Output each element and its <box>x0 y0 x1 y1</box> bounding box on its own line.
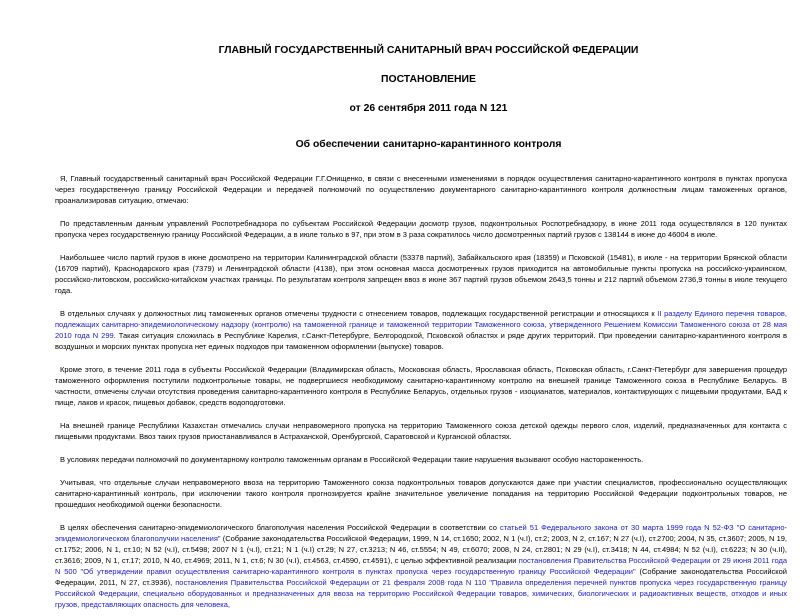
paragraph <box>55 364 787 408</box>
paragraph <box>55 252 787 296</box>
paragraph-text: Кроме этого, в течение 2011 года в субъекты Российской Федерации (Владимирская область, Московская область, Ярославская область, Псковская область, г.Санкт-Петербург для завершения процедур таможенного оформления поступили подконтрольные товары, не подвергшиеся необходимому санитарно-карантинному контролю на внешней границе Таможенного союза в Республике Беларусь. В частности, отмечены случаи отсутствия проведения санитарно-карантинного контроля в Республике Беларусь, отдельных грузов - изоцианатов, материалов, контактирующих с пищевыми продуктами, БАД к пище, лаков и красок, пищевых добавок, средств водоподготовки. <box>55 365 787 407</box>
paragraph <box>55 308 787 352</box>
paragraph <box>55 218 787 240</box>
document-type-heading: ПОСТАНОВЛЕНИЕ <box>381 74 476 85</box>
paragraph-text: В целях обеспечения санитарно-эпидемиологического благополучия населения Российской Федерации в соответствии со <box>60 523 500 532</box>
paragraph-text: (Собрание законодательства Российской Федерации, 2011, N 27, ст.3936), <box>55 567 787 587</box>
paragraph <box>55 420 787 442</box>
paragraph-text: Наибольшее число партий грузов в июне досмотрено на территории Калининградской области (53378 партий), Забайкальского края (18359) и Псковской (15481), в июле - на территории Брянской области (16709 партий), Краснодарского края (7379) и Ленинградской области (4138), при этом основная масса досмотренных грузов приходится на автомобильные пункты пропуска на российско-украинском, российско-литовском, российско-китайском участках границы. По результатам контроля запрещен ввоз в июне 367 партий грузов объемом 2643,5 тонны и 212 партий объемом 2736,9 тонны в июле текущего года. <box>55 253 787 295</box>
document-title: Об обеспечении санитарно-карантинного контроля <box>295 139 562 150</box>
paragraph <box>55 454 787 465</box>
legal-reference-link[interactable]: постановления Правительства Российской Федерации от 29 июня 2011 года N 500 "Об утверждении правил осуществления санитарно-карантинного контроля в пунктах пропуска через государственную границу Российской Федерации" <box>55 556 788 576</box>
legal-reference-link[interactable]: II разделу Единого перечня товаров, подлежащих санитарно-эпидемиологическому надзору (контролю) на таможенной границе и таможенной территории Таможенного союза, утвержденного Решением Комиссии Таможенного союза от 28 мая 2010 года N 299 <box>55 309 787 340</box>
paragraph <box>55 173 787 206</box>
authority-heading: ГЛАВНЫЙ ГОСУДАРСТВЕННЫЙ САНИТАРНЫЙ ВРАЧ РОССИЙСКОЙ ФЕДЕРАЦИИ <box>218 45 639 56</box>
paragraph <box>55 522 787 610</box>
paragraph-text: На внешней границе Республики Казахстан отмечались случаи неправомерного пропуска на территорию Таможенного союза детской одежды первого слоя, изделий, предназначенных для контакта с пищевыми продуктами. Ввоз таких грузов приостанавливался в Астраханской, Оренбургской, Саратовской и Курганской областях. <box>55 421 787 441</box>
document-date-number: от 26 сентября 2011 года N 121 <box>349 103 508 114</box>
paragraph <box>55 477 787 510</box>
paragraph-text: Я, Главный государственный санитарный врач Российской Федерации Г.Г.Онищенко, в связи с внесенными изменениями в порядок осуществления санитарно-карантинного контроля в пунктах пропуска через государственную границу Российской Федерации и передачей полномочий по осуществлению документарного санитарно-карантинного контроля должностным лицам таможенных органов, проанализировав ситуацию, отмечаю: <box>55 174 787 205</box>
legal-reference-link[interactable]: постановления Правительства Российской Федерации от 21 февраля 2008 года N 110 "Правила определения перечней пунктов пропуска через государственную границу Российской Федерации, специально оборудованных и предназначенных для ввоза на территорию Российской Федерации товаров, химических, биологических и радиоактивных веществ, отходов и иных грузов, представляющих опасность для человека, <box>55 578 787 609</box>
paragraph-text: В условиях передачи полномочий по документарному контролю таможенным органам в Российской Федерации такие нарушения вызывают особую настороженность. <box>60 455 644 464</box>
paragraph-text: В отдельных случаях у должностных лиц таможенных органов отмечены трудности с отнесением товаров, подлежащих государственной регистрации и относящихся к <box>60 309 658 318</box>
paragraph-text: Учитывая, что отдельные случаи неправомерного ввоза на территорию Таможенного союза подконтрольных товаров допускаются даже при участии специалистов, профессионально осуществляющих санитарно-карантинный контроль, при исключении такого контроля прогнозируется крайне значительное увеличение попадания на территорию Российской Федерации подконтрольных товаров, не прошедших необходимой оценки безопасности. <box>55 478 787 509</box>
paragraph-text: (Собрание законодательства Российской Федерации, 1999, N 14, ст.1650; 2002, N 1 (ч.I), ст.2; 2003, N 2, ст.167; N 27 (ч.I), ст.2700; 2004, N 35, ст.3607; 2005, N 19, ст.1752; 2006, N 1, ст.10; N 52 (ч.I), ст.5498; 2007 N 1 (ч.I), ст.21; N 1 (ч.I) ст.29; N 27, ст.3213; N 46, ст.5554; N 49, ст.6070; 2008, N 24, ст.2801; N 29 (ч.I), ст.3418; N 44, ст.4984; N 52 (ч.I), ст.6223; N 30 (ч.II), ст.3616; 2009, N 1, ст.17; 2010, N 40, ст.4969; 2011, N 1, ст.6; N 30 (ч.I), ст.4563, ст.4590, ст.4591), с целью эффективной реализации <box>55 534 787 565</box>
document-body <box>55 173 787 610</box>
document-page <box>0 45 807 616</box>
paragraph-text: По представленным данным управлений Роспотребнадзора по субъектам Российской Федерации досмотр грузов, подконтрольных Роспотребнадзору, в июне 2011 года осуществлялся в 120 пунктах пропуска через государственную границу Российской Федерации, а в июле только в 97, при этом в 3 раза сократилось число досмотренных партий грузов с 138144 в июне до 46004 в июле. <box>55 219 787 239</box>
legal-reference-link[interactable]: статьей 51 Федерального закона от 30 марта 1999 года N 52-ФЗ "О санитарно-эпидемиологическом благополучии населения" <box>55 523 787 543</box>
paragraph-text: . Такая ситуация сложилась в Республике Карелия, г.Санкт-Петербурге, Белгородской, Псковской областях и ряде других территорий. При проведении санитарно-карантинного контроля в воздушных и морских пунктах пропуска нет единых подходов при таможенном оформлении (выпуске) товаров. <box>55 331 787 351</box>
